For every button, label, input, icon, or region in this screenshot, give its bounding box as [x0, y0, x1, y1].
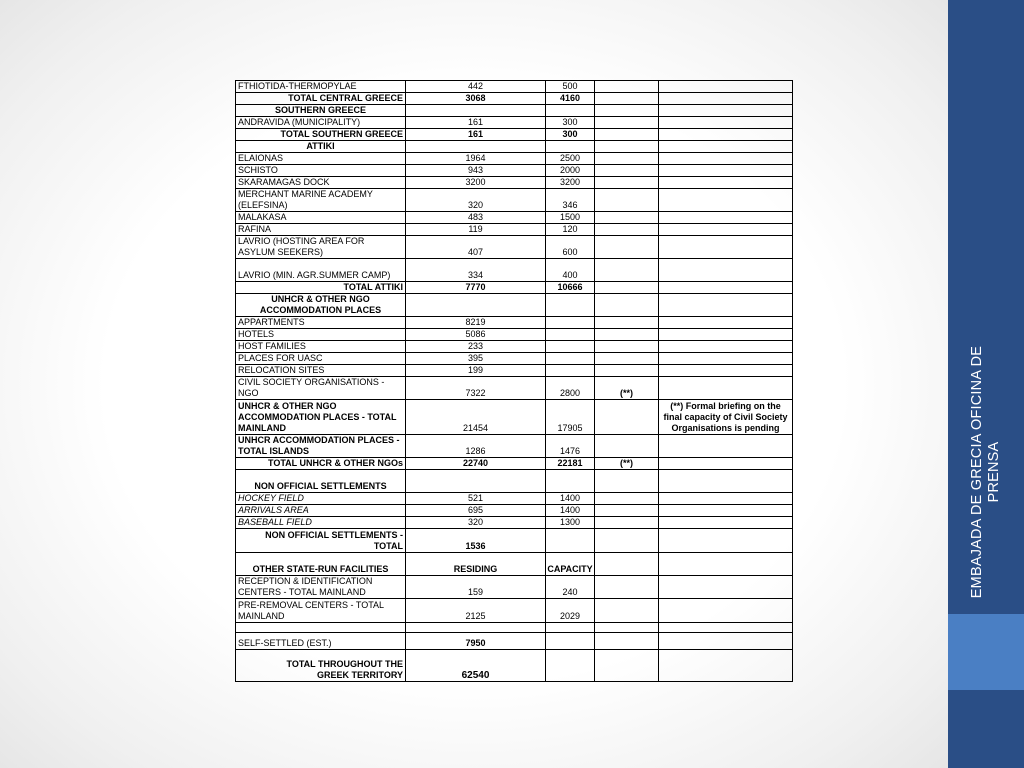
table-row: [236, 117, 793, 129]
section-header: OTHER STATE-RUN FACILITIES: [236, 553, 406, 576]
row-note-cell: [659, 259, 793, 282]
row-value-3: [595, 341, 659, 353]
row-value-3: [595, 633, 659, 650]
table-row: [236, 365, 793, 377]
row-value-3: (**): [595, 377, 659, 400]
row-note-cell: [659, 93, 793, 105]
row-value-3: [595, 470, 659, 493]
row-note-cell: [659, 553, 793, 576]
row-note-cell: [659, 177, 793, 189]
row-label: RAFINA: [236, 224, 406, 236]
row-value-1: 483: [406, 212, 546, 224]
row-label: NON OFFICIAL SETTLEMENTS - TOTAL: [236, 529, 406, 553]
row-label: SELF-SETTLED (EST.): [236, 633, 406, 650]
row-label: TOTAL ATTIKI: [236, 282, 406, 294]
row-value-3: [595, 329, 659, 341]
row-label: RECEPTION & IDENTIFICATION CENTERS - TOTAL MAINLAND: [236, 576, 406, 599]
row-value-1: 521: [406, 493, 546, 505]
row-note-cell: [659, 365, 793, 377]
table-row: [236, 553, 793, 576]
row-label: ELAIONAS: [236, 153, 406, 165]
row-value-3: [595, 435, 659, 458]
row-label: [236, 623, 406, 633]
row-note-cell: [659, 329, 793, 341]
table-row: [236, 353, 793, 365]
table-row: [236, 458, 793, 470]
row-value-1: [406, 623, 546, 633]
row-note-cell: [659, 353, 793, 365]
row-value-2: 300: [546, 117, 595, 129]
row-value-1: 159: [406, 576, 546, 599]
row-value-2: 346: [546, 189, 595, 212]
row-value-3: [595, 400, 659, 435]
row-note-cell: [659, 189, 793, 212]
row-value-1: 407: [406, 236, 546, 259]
row-value-1: 395: [406, 353, 546, 365]
row-value-1: 3200: [406, 177, 546, 189]
row-value-1: 22740: [406, 458, 546, 470]
row-note-cell: [659, 505, 793, 517]
row-value-2: 2500: [546, 153, 595, 165]
row-value-3: [595, 93, 659, 105]
row-value-1: [406, 470, 546, 493]
row-value-2: [546, 365, 595, 377]
row-note-cell: [659, 470, 793, 493]
row-value-3: [595, 650, 659, 682]
table-row: [236, 623, 793, 633]
row-value-3: [595, 141, 659, 153]
table-row: [236, 329, 793, 341]
row-value-1: 2125: [406, 599, 546, 623]
row-value-1: 5086: [406, 329, 546, 341]
row-value-3: [595, 177, 659, 189]
row-value-3: [595, 623, 659, 633]
row-value-1: 8219: [406, 317, 546, 329]
row-note-cell: [659, 294, 793, 317]
row-value-2: [546, 329, 595, 341]
side-caption-line2: PRENSA: [986, 441, 1002, 503]
table-row: [236, 105, 793, 117]
row-value-3: [595, 365, 659, 377]
row-note-cell: [659, 81, 793, 93]
row-value-1: 7322: [406, 377, 546, 400]
table-row: [236, 400, 793, 435]
row-value-2: 600: [546, 236, 595, 259]
row-note-cell: [659, 529, 793, 553]
row-label: TOTAL THROUGHOUT THE GREEK TERRITORY: [236, 650, 406, 682]
row-label: PRE-REMOVAL CENTERS - TOTAL MAINLAND: [236, 599, 406, 623]
table-row: [236, 650, 793, 682]
table-row: [236, 599, 793, 623]
row-value-3: [595, 212, 659, 224]
side-caption: [969, 332, 1003, 612]
row-note-cell: [659, 623, 793, 633]
row-value-2: 1400: [546, 493, 595, 505]
row-value-2: 500: [546, 81, 595, 93]
table-row: [236, 294, 793, 317]
row-label: BASEBALL FIELD: [236, 517, 406, 529]
row-value-3: [595, 153, 659, 165]
row-value-2: 3200: [546, 177, 595, 189]
table-row: [236, 633, 793, 650]
row-value-1: 1286: [406, 435, 546, 458]
row-label: TOTAL CENTRAL GREECE: [236, 93, 406, 105]
row-value-1: 695: [406, 505, 546, 517]
row-value-3: [595, 259, 659, 282]
row-value-1: 1964: [406, 153, 546, 165]
row-note-cell: [659, 117, 793, 129]
section-header: NON OFFICIAL SETTLEMENTS: [236, 470, 406, 493]
row-value-1: 3068: [406, 93, 546, 105]
row-note-cell: [659, 458, 793, 470]
row-value-2: [546, 650, 595, 682]
row-note-cell: [659, 377, 793, 400]
row-value-1: 320: [406, 517, 546, 529]
row-value-3: (**): [595, 458, 659, 470]
row-value-2: 1400: [546, 505, 595, 517]
row-label: PLACES FOR UASC: [236, 353, 406, 365]
row-value-1: 161: [406, 129, 546, 141]
row-value-3: [595, 517, 659, 529]
row-note-cell: [659, 599, 793, 623]
row-value-2: [546, 317, 595, 329]
row-value-2: 1476: [546, 435, 595, 458]
row-note-cell: [659, 129, 793, 141]
row-label: HOST FAMILIES: [236, 341, 406, 353]
row-value-2: [546, 470, 595, 493]
table-row: [236, 470, 793, 493]
table-row: [236, 81, 793, 93]
row-value-1: 199: [406, 365, 546, 377]
row-value-1: 320: [406, 189, 546, 212]
row-label: SCHISTO: [236, 165, 406, 177]
row-label: ARRIVALS AREA: [236, 505, 406, 517]
row-value-3: [595, 529, 659, 553]
row-label: RELOCATION SITES: [236, 365, 406, 377]
row-value-2: [546, 633, 595, 650]
row-value-2: [546, 353, 595, 365]
row-value-2: 22181: [546, 458, 595, 470]
row-note-cell: [659, 141, 793, 153]
row-label: FTHIOTIDA-THERMOPYLAE: [236, 81, 406, 93]
table-row: [236, 529, 793, 553]
row-note-cell: [659, 282, 793, 294]
row-value-2: 4160: [546, 93, 595, 105]
row-value-3: [595, 236, 659, 259]
row-label: LAVRIO (MIN. AGR.SUMMER CAMP): [236, 259, 406, 282]
row-note-cell: [659, 493, 793, 505]
row-note-cell: [659, 212, 793, 224]
row-label: LAVRIO (HOSTING AREA FOR ASYLUM SEEKERS): [236, 236, 406, 259]
row-value-2: 1300: [546, 517, 595, 529]
side-caption-line1: EMBAJADA DE GRECIA OFICINA DE: [969, 345, 985, 599]
row-value-3: [595, 105, 659, 117]
column-header-capacity: CAPACITY: [546, 553, 595, 576]
row-value-2: 10666: [546, 282, 595, 294]
row-note-cell: [659, 576, 793, 599]
table-row: [236, 317, 793, 329]
row-label: MALAKASA: [236, 212, 406, 224]
row-label: HOCKEY FIELD: [236, 493, 406, 505]
row-value-3: [595, 505, 659, 517]
table-row: [236, 576, 793, 599]
row-value-2: 1500: [546, 212, 595, 224]
row-note-cell: [659, 341, 793, 353]
row-label: SKARAMAGAS DOCK: [236, 177, 406, 189]
table-row: [236, 189, 793, 212]
row-value-2: [546, 623, 595, 633]
row-value-2: 2800: [546, 377, 595, 400]
row-value-2: 240: [546, 576, 595, 599]
row-value-1: 119: [406, 224, 546, 236]
table-row: [236, 153, 793, 165]
row-value-1: [406, 294, 546, 317]
refugee-accommodation-table: [235, 80, 793, 682]
row-value-3: [595, 317, 659, 329]
section-header: ATTIKI: [236, 141, 406, 153]
row-value-1: 7950: [406, 633, 546, 650]
row-value-1: 161: [406, 117, 546, 129]
row-value-2: [546, 294, 595, 317]
row-value-3: [595, 599, 659, 623]
row-note-cell: [659, 435, 793, 458]
table-row: [236, 212, 793, 224]
row-note-cell: [659, 633, 793, 650]
row-note-cell: [659, 650, 793, 682]
table-row: [236, 224, 793, 236]
row-note-cell: [659, 224, 793, 236]
row-value-1: [406, 105, 546, 117]
table-row: [236, 377, 793, 400]
row-value-2: 17905: [546, 400, 595, 435]
row-label: HOTELS: [236, 329, 406, 341]
row-value-3: [595, 553, 659, 576]
row-note-cell: [659, 236, 793, 259]
row-value-1: 62540: [406, 650, 546, 682]
row-label: CIVIL SOCIETY ORGANISATIONS - NGO: [236, 377, 406, 400]
row-value-2: [546, 105, 595, 117]
row-label: APPARTMENTS: [236, 317, 406, 329]
row-value-3: [595, 282, 659, 294]
row-value-3: [595, 224, 659, 236]
row-value-1: 7770: [406, 282, 546, 294]
row-value-3: [595, 189, 659, 212]
row-label: UNHCR ACCOMMODATION PLACES -TOTAL ISLANDS: [236, 435, 406, 458]
row-label: TOTAL UNHCR & OTHER NGOs: [236, 458, 406, 470]
row-value-3: [595, 165, 659, 177]
row-note-cell: [659, 105, 793, 117]
row-value-1: 1536: [406, 529, 546, 553]
table-row: [236, 435, 793, 458]
row-value-3: [595, 294, 659, 317]
row-note-cell: [659, 317, 793, 329]
row-value-2: [546, 529, 595, 553]
footnote-text: (**) Formal briefing on the final capacity of Civil Society Organisations is pending: [659, 400, 793, 435]
row-label: TOTAL SOUTHERN GREECE: [236, 129, 406, 141]
column-header-residing: RESIDING: [406, 553, 546, 576]
table-row: [236, 282, 793, 294]
table-row: [236, 341, 793, 353]
table-row: [236, 493, 793, 505]
row-note-cell: [659, 165, 793, 177]
row-value-2: [546, 341, 595, 353]
row-label: UNHCR & OTHER NGO ACCOMMODATION PLACES - TOTAL MAINLAND: [236, 400, 406, 435]
row-value-1: [406, 141, 546, 153]
section-header: SOUTHERN GREECE: [236, 105, 406, 117]
row-value-1: 943: [406, 165, 546, 177]
table-row: [236, 165, 793, 177]
row-value-2: 120: [546, 224, 595, 236]
table-row: [236, 505, 793, 517]
row-value-2: 400: [546, 259, 595, 282]
side-accent-block: [948, 614, 1024, 690]
row-value-1: 442: [406, 81, 546, 93]
row-value-3: [595, 493, 659, 505]
table-row: [236, 259, 793, 282]
row-note-cell: [659, 517, 793, 529]
row-label: ANDRAVIDA (MUNICIPALITY): [236, 117, 406, 129]
table-row: [236, 141, 793, 153]
table-row: [236, 129, 793, 141]
row-value-3: [595, 576, 659, 599]
row-value-3: [595, 81, 659, 93]
row-value-1: 21454: [406, 400, 546, 435]
table-row: [236, 236, 793, 259]
section-header: UNHCR & OTHER NGO ACCOMMODATION PLACES: [236, 294, 406, 317]
row-value-3: [595, 129, 659, 141]
table-row: [236, 93, 793, 105]
row-value-1: 334: [406, 259, 546, 282]
row-value-3: [595, 353, 659, 365]
row-value-2: 2000: [546, 165, 595, 177]
table-row: [236, 517, 793, 529]
row-value-2: 300: [546, 129, 595, 141]
table-row: [236, 177, 793, 189]
row-label: MERCHANT MARINE ACADEMY (ELEFSINA): [236, 189, 406, 212]
row-value-2: 2029: [546, 599, 595, 623]
row-value-1: 233: [406, 341, 546, 353]
row-note-cell: [659, 153, 793, 165]
row-value-2: [546, 141, 595, 153]
row-value-3: [595, 117, 659, 129]
